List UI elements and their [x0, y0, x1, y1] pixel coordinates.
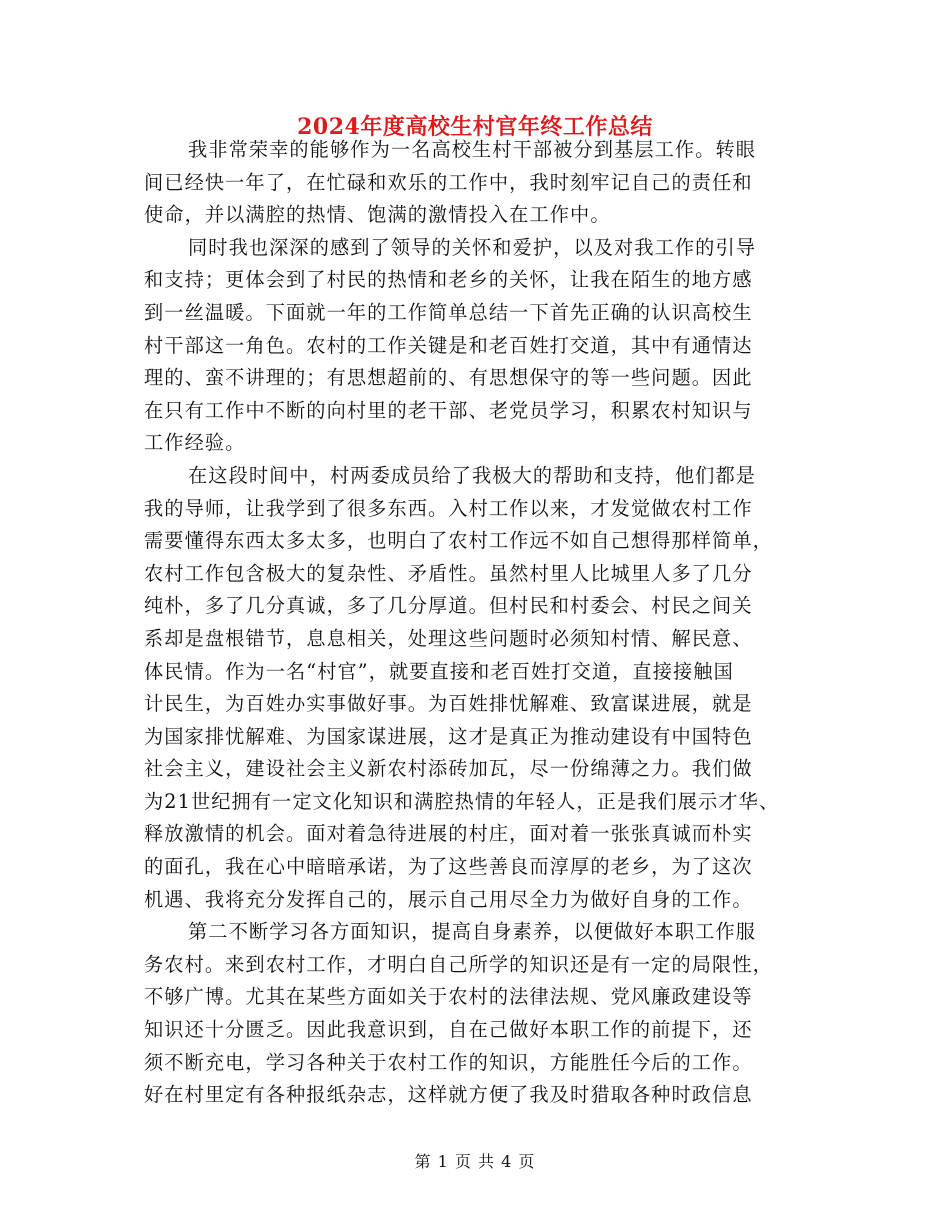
body-line: 和支持；更体会到了村民的热情和老乡的关怀，让我在陌生的地方感	[144, 268, 753, 292]
body-line: 纯朴，多了几分真诚，多了几分厚道。但村民和村委会、村民之间关	[144, 594, 753, 618]
body-line: 不够广博。尤其在某些方面如关于农村的法律法规、党风廉政建设等	[144, 985, 753, 1009]
document-body	[144, 134, 824, 1112]
body-line: 我非常荣幸的能够作为一名高校生村干部被分到基层工作。转眼	[188, 138, 757, 161]
body-line: 间已经快一年了，在忙碌和欢乐的工作中，我时刻牢记自己的责任和	[144, 170, 753, 194]
body-line: 的面孔，我在心中暗暗承诺，为了这些善良而淳厚的老乡，为了这次	[144, 855, 753, 879]
body-line: 到一丝温暖。下面就一年的工作简单总结一下首先正确的认识高校生	[144, 300, 753, 324]
body-line: 需要懂得东西太多太多，也明白了农村工作远不如自己想得那样简单，	[144, 529, 773, 553]
body-line: 务农村。来到农村工作，才明白自己所学的知识还是有一定的局限性，	[144, 952, 773, 976]
body-line: 知识还十分匮乏。因此我意识到，自在己做好本职工作的前提下，还	[144, 1018, 753, 1042]
body-line: 机遇、我将充分发挥自己的，展示自己用尽全力为做好自身的工作。	[144, 887, 753, 911]
page-footer: 第 1 页 共 4 页	[414, 1152, 536, 1171]
body-line: 社会主义，建设社会主义新农村添砖加瓦，尽一份绵薄之力。我们做	[144, 757, 753, 781]
body-line: 我的导师，让我学到了很多东西。入村工作以来，才发觉做农村工作	[144, 496, 753, 520]
body-line: 体民情。作为一名“村官”，就要直接和老百姓打交道，直接接触国	[144, 659, 734, 683]
body-line: 理的、蛮不讲理的；有思想超前的、有思想保守的等一些问题。因此	[144, 366, 753, 390]
body-line: 为21世纪拥有一定文化知识和满腔热情的年轻人，正是我们展示才华、	[144, 789, 780, 813]
body-line: 释放激情的机会。面对着急待进展的村庄，面对着一张张真诚而朴实	[144, 822, 753, 846]
body-line: 计民生，为百姓办实事做好事。为百姓排忧解难、致富谋进展，就是	[144, 692, 753, 716]
body-line: 须不断充电，学习各种关于农村工作的知识，方能胜任今后的工作。	[144, 1050, 753, 1074]
body-line: 好在村里定有各种报纸杂志，这样就方便了我及时猎取各种时政信息	[144, 1083, 753, 1107]
body-line: 第二不断学习各方面知识，提高自身素养，以便做好本职工作服	[188, 920, 757, 944]
body-line: 村干部这一角色。农村的工作关键是和老百姓打交道，其中有通情达	[144, 333, 753, 357]
body-line: 同时我也深深的感到了领导的关怀和爱护，以及对我工作的引导	[188, 235, 757, 259]
body-line: 在这段时间中，村两委成员给了我极大的帮助和支持，他们都是	[188, 463, 757, 487]
body-line: 农村工作包含极大的复杂性、矛盾性。虽然村里人比城里人多了几分	[144, 561, 753, 585]
body-line: 使命，并以满腔的热情、饱满的激情投入在工作中。	[144, 203, 611, 227]
document-title: 2024年度高校生村官年终工作总结	[297, 114, 653, 140]
body-line: 为国家排忧解难、为国家谋进展，这才是真正为推动建设有中国特色	[144, 724, 753, 748]
body-line: 系却是盘根错节，息息相关，处理这些问题时必须知村情、解民意、	[144, 626, 753, 650]
body-line: 在只有工作中不断的向村里的老干部、老党员学习，积累农村知识与	[144, 398, 753, 422]
body-line: 工作经验。	[144, 431, 246, 455]
